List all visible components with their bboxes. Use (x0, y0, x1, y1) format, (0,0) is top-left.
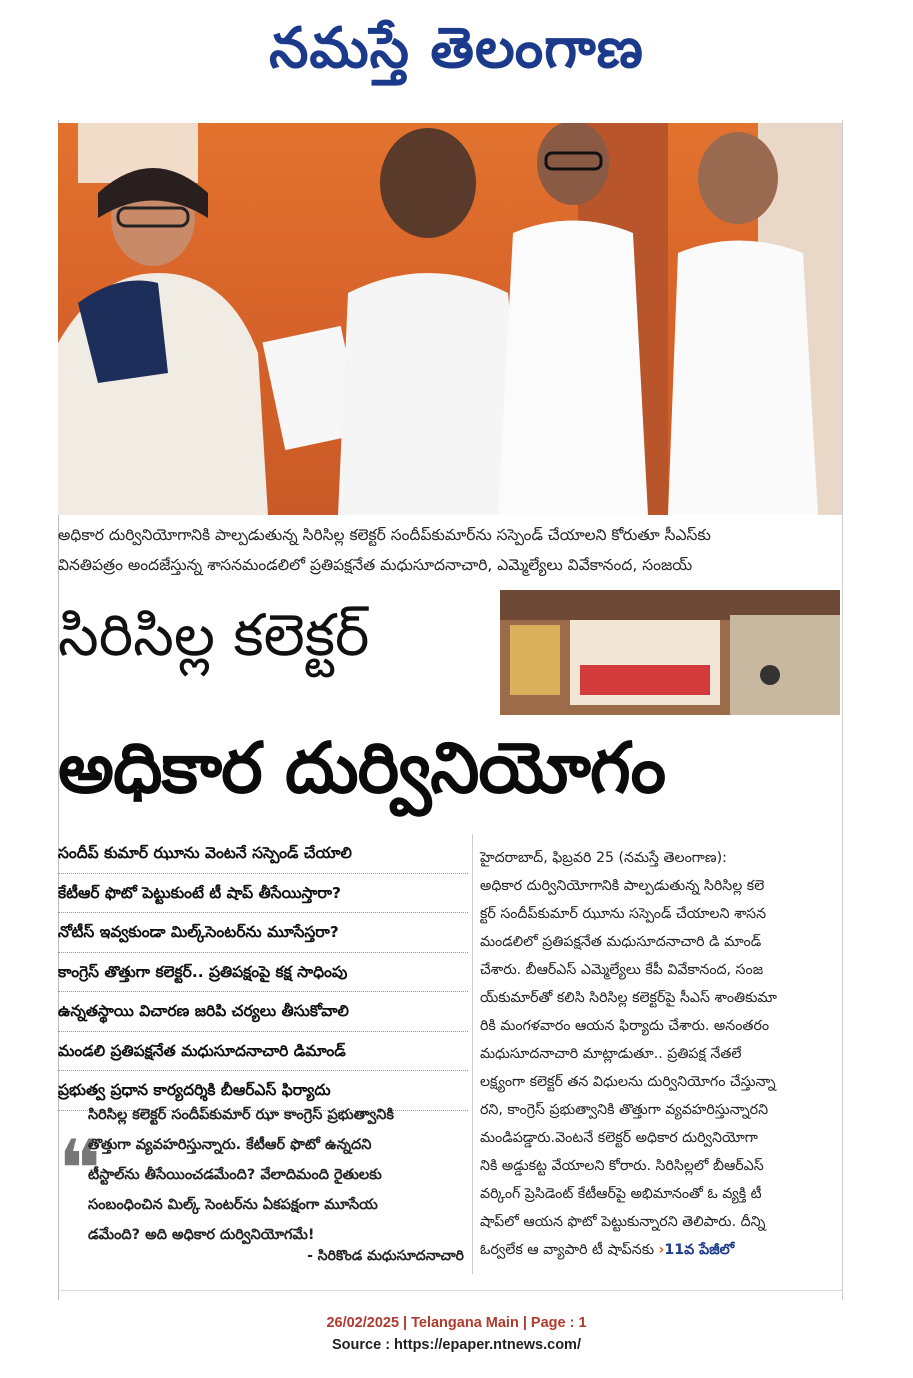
caption-line: అధికార దుర్వినియోగానికి పాల్పడుతున్న సిరిసిల్ల కలెక్టర్ సందీప్‌కుమార్‌ను సస్పెండ్ చేయాలని కోరుతూ సీఎస్‌కు (58, 526, 711, 544)
article-line: నికి అడ్డుకట్ట వేయాలని కోరారు. సిరిసిల్లలో బీఆర్ఎస్ (480, 1158, 764, 1174)
pull-quote (58, 1100, 468, 1275)
quote-line: తొత్తుగా వ్యవహరిస్తున్నారు. కేటీఆర్ ఫొటో ఉన్నదని (88, 1137, 372, 1153)
article-line: చేశారు. బీఆర్ఎస్ ఎమ్మెల్యేలు కేపీ వివేకానంద, సంజ (480, 962, 764, 978)
inset-photo (500, 590, 840, 715)
caption-line: వినతిపత్రం అందజేస్తున్న శాసనమండలిలో ప్రతిపక్షనేత మధుసూదనాచారి, ఎమ్మెల్యేలు వివేకానంద, సంజయ్ (58, 556, 693, 574)
article-body (480, 844, 842, 1264)
news-photo (58, 123, 842, 515)
article-line: మండలిలో ప్రతిపక్షనేత మధుసూదనాచారి డి మాండ్ (480, 934, 762, 950)
article-last-line (480, 1236, 842, 1264)
photo-caption (58, 520, 842, 580)
bottom-divider (58, 1290, 842, 1291)
highlight-item: కేటీఆర్ ఫొటో పెట్టుకుంటే టీ షాప్ తీసేయిస్తారా? (58, 874, 468, 914)
highlight-item: మండలి ప్రతిపక్షనేత మధుసూదనాచారి డిమాండ్ (58, 1032, 468, 1072)
highlight-item: ప్రభుత్వ ప్రధాన కార్యదర్శికి బీఆర్ఎస్ ఫిర్యాదు (58, 1071, 468, 1111)
column-divider (472, 834, 473, 1274)
page-footer (0, 1312, 913, 1356)
article-line: య్‌కుమార్‌తో కలిసి సిరిసిల్ల కలెక్టర్‌పై సీఎస్ శాంతికుమా (480, 990, 777, 1006)
quote-line: డమేంది? అది అధికార దుర్వినియోగమే! (88, 1227, 315, 1243)
quote-line: టీస్టాల్‌ను తీసేయించడమేంది? వేలాదిమంది రైతులకు (88, 1167, 382, 1183)
article-line: రని, కాంగ్రెస్ ప్రభుత్వానికి తొత్తుగా వ్యవహరిస్తున్నారని (480, 1102, 769, 1118)
news-photo-illustration (58, 123, 842, 515)
article-line: లక్ష్యంగా కలెక్టర్ తన విధులను దుర్వినియోగం చేస్తున్నా (480, 1074, 776, 1090)
masthead (0, 0, 913, 110)
chevron-right-icon: › (658, 1242, 665, 1258)
headline-line-1: సిరిసిల్ల కలెక్టర్ (58, 601, 370, 669)
article-line: హైదరాబాద్, ఫిబ్రవరి 25 (నమస్తే తెలంగాణ): (480, 850, 727, 866)
article-line: రికి మంగళవారం ఆయన ఫిర్యాదు చేశారు. అనంతరం (480, 1018, 770, 1034)
highlight-item: నోటీస్ ఇవ్వకుండా మిల్క్‌సెంటర్‌ను మూసేస్తరా? (58, 913, 468, 953)
quote-line: సంబంధించిన మిల్క్ సెంటర్‌ను ఏకపక్షంగా మూసేయ (88, 1197, 378, 1213)
article-line: అధికార దుర్వినియోగానికి పాల్పడుతున్న సిరిసిల్ల కలె (480, 878, 765, 894)
quote-line: సిరిసిల్ల కలెక్టర్ సందీప్‌కుమార్ ఝా కాంగ్రెస్ ప్రభుత్వానికి (88, 1107, 394, 1123)
headline-line-2: అధికార దుర్వినియోగం (58, 727, 666, 809)
edition-info: 26/02/2025 | Telangana Main | Page : 1 (326, 1315, 587, 1331)
article-line: వర్కింగ్ ప్రెసిడెంట్ కేటీఆర్‌పై అభిమానంతో ఓ వ్యక్తి టీ (480, 1186, 762, 1202)
article-line: క్టర్ సందీప్‌కుమార్ ఝూను సస్పెండ్ చేయాలని శాసన (480, 906, 767, 922)
article-line: షాప్‌లో ఆయన ఫొటో పెట్టుకున్నారని తెలిపారు. దీన్ని (480, 1214, 766, 1230)
highlight-item: ఉన్నతస్థాయి విచారణ జరిపి చర్యలు తీసుకోవాలి (58, 992, 468, 1032)
article-line: మధుసూదనాచారి మాట్లాడుతూ.. ప్రతిపక్ష నేతలే (480, 1046, 742, 1062)
quote-mark-icon: ❝ (58, 1123, 102, 1216)
page-frame-right (842, 120, 843, 1300)
tea-shop-illustration (500, 590, 840, 715)
quote-author: - సిరికొండ మధుసూదనాచారి (307, 1248, 464, 1264)
highlight-item: కాంగ్రెస్ తొత్తుగా కలెక్టర్.. ప్రతిపక్షంపై కక్ష సాధింపు (58, 953, 468, 993)
article-line: ఓర్వలేక ఆ వ్యాపారి టీ షాప్‌నకు (480, 1242, 655, 1258)
source-link[interactable]: Source : https://epaper.ntnews.com/ (332, 1337, 581, 1353)
newspaper-title: నమస్తే తెలంగాణ (269, 15, 644, 81)
highlight-item: సందీప్ కుమార్ ఝూను వెంటనే సస్పెండ్ చేయాలి (58, 834, 468, 874)
continued-on-page-link[interactable]: 11వ పేజీలో (664, 1242, 735, 1258)
quote-text (88, 1100, 468, 1250)
article-line: మండిపడ్డారు.వెంటనే కలెక్టర్ అధికార దుర్వినియోగా (480, 1130, 758, 1146)
highlights-list (58, 834, 468, 1111)
